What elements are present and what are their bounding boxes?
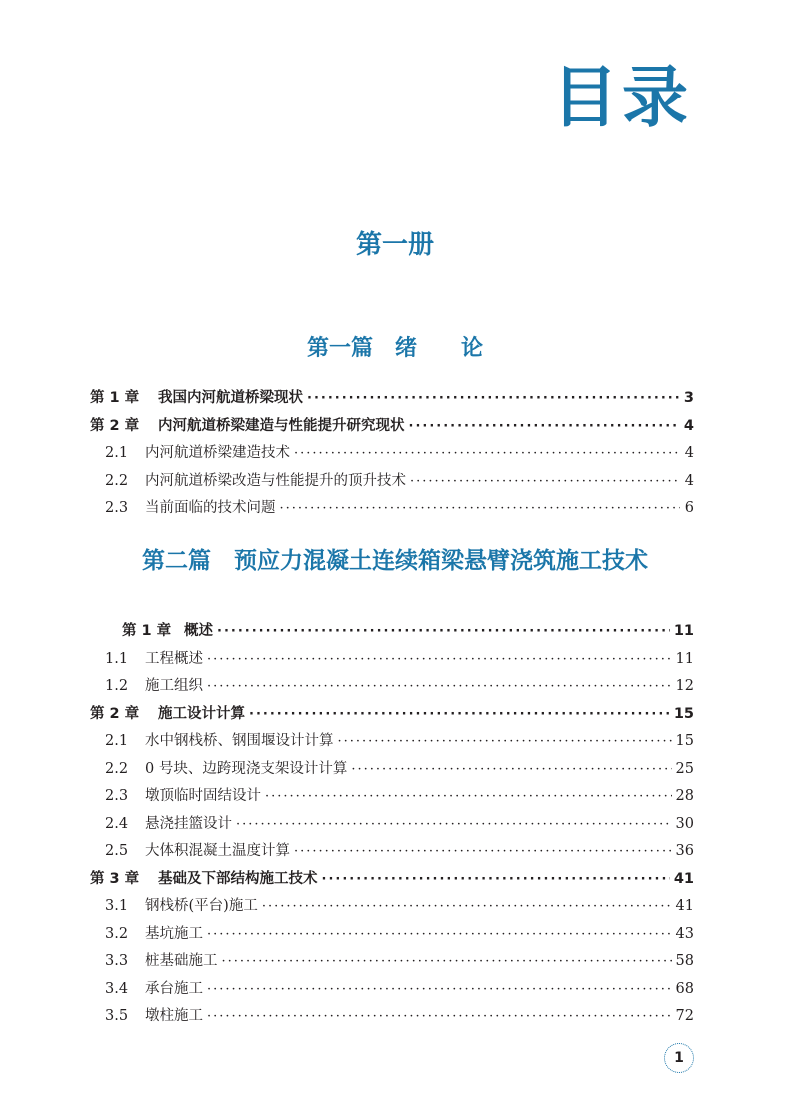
- toc-entry[interactable]: [105, 757, 694, 779]
- toc-leader-dots: [307, 391, 680, 406]
- toc-entry[interactable]: [105, 1004, 694, 1026]
- toc-entry-page: 11: [673, 623, 694, 639]
- toc-entry-title: 施工组织: [145, 678, 203, 694]
- page-title: 目录: [552, 59, 692, 136]
- toc-entry-page: 58: [675, 953, 694, 969]
- page-number: 1: [664, 1043, 694, 1073]
- toc-entry[interactable]: [105, 977, 694, 999]
- toc-entry-title: 施工设计计算: [158, 705, 245, 722]
- toc-entry-number: 3.3: [105, 953, 129, 969]
- toc-entry-page: 3: [683, 390, 694, 406]
- toc-entry[interactable]: [90, 414, 694, 436]
- toc-entry-page: 25: [675, 760, 694, 777]
- toc-entry-title: 水中钢栈桥、钢围堰设计计算: [145, 733, 334, 749]
- toc-entry[interactable]: [105, 441, 694, 463]
- toc-entry[interactable]: [105, 922, 694, 944]
- part2-title: 第二篇 预应力混凝土连续箱梁悬臂浇筑施工技术: [142, 547, 648, 574]
- toc-entry-number: 第 3 章: [90, 870, 140, 887]
- toc-entry-title: 我国内河航道桥梁现状: [158, 390, 303, 406]
- toc-entry-number: 2.5: [105, 843, 129, 859]
- toc-entry[interactable]: [105, 496, 694, 518]
- toc-entry-title: 桩基础施工: [145, 953, 218, 969]
- part1-title: 第一篇 绪 论: [306, 336, 483, 361]
- toc-entry-page: 36: [675, 843, 694, 859]
- toc-leader-dots: [207, 1009, 672, 1024]
- toc-leader-dots: [294, 844, 672, 859]
- toc-entry-number: 3.4: [105, 980, 129, 997]
- toc-entry[interactable]: [105, 729, 694, 751]
- toc-entry-page: 43: [675, 925, 694, 942]
- toc-entry-number: 2.3: [105, 500, 129, 516]
- toc-entry[interactable]: [105, 647, 694, 669]
- toc-entry-page: 15: [675, 733, 694, 749]
- toc-entry-title: 墩柱施工: [145, 1008, 203, 1024]
- toc-entry-title: 内河航道桥梁建造与性能提升研究现状: [158, 417, 405, 434]
- toc-entry-title: 基础及下部结构施工技术: [158, 870, 318, 887]
- toc-entry-page: 4: [683, 417, 694, 434]
- toc-entry-number: 2.4: [105, 815, 129, 832]
- toc-entry-title: 承台施工: [145, 980, 203, 997]
- toc-entry-number: 2.1: [105, 445, 129, 461]
- toc-leader-dots: [322, 872, 670, 887]
- toc-leader-dots: [249, 707, 670, 722]
- toc-entry-number: 3.2: [105, 925, 129, 942]
- toc-leader-dots: [262, 899, 672, 914]
- toc-entry-title: 当前面临的技术问题: [145, 500, 276, 516]
- toc-entry-page: 28: [675, 788, 694, 804]
- toc-entry[interactable]: [90, 867, 694, 889]
- toc-leader-dots: [236, 817, 672, 832]
- toc-leader-dots: [409, 419, 680, 434]
- toc-entry-title: 概述: [184, 623, 213, 639]
- toc-entry-page: 30: [675, 815, 694, 832]
- toc-leader-dots: [217, 624, 670, 639]
- toc-leader-dots: [410, 474, 680, 489]
- toc-entry-title: 内河航道桥梁改造与性能提升的顶升技术: [145, 472, 406, 489]
- toc-leader-dots: [207, 982, 672, 997]
- toc-entry[interactable]: [105, 812, 694, 834]
- toc-entry-number: 第 1 章: [90, 390, 140, 406]
- toc-entry-number: 1.1: [105, 650, 129, 667]
- toc-leader-dots: [294, 446, 680, 461]
- toc-leader-dots: [207, 679, 672, 694]
- toc-entry-number: 2.2: [105, 472, 129, 489]
- toc-entry-page: 12: [675, 678, 694, 694]
- toc-entry-number: 3.1: [105, 898, 129, 914]
- toc-entry-number: 第 1 章: [122, 623, 172, 639]
- toc-leader-dots: [338, 734, 672, 749]
- toc-entry-number: 2.2: [105, 760, 129, 777]
- toc-entry-number: 1.2: [105, 678, 129, 694]
- volume-title: 第一册: [355, 230, 434, 260]
- toc-entry-number: 第 2 章: [90, 705, 140, 722]
- toc-leader-dots: [207, 927, 672, 942]
- toc-entry-title: 悬浇挂篮设计: [145, 815, 232, 832]
- toc-leader-dots: [280, 501, 681, 516]
- toc-entry-page: 72: [675, 1008, 694, 1024]
- toc-entry[interactable]: [105, 839, 694, 861]
- toc-entry[interactable]: [90, 702, 694, 724]
- toc-entry[interactable]: [105, 469, 694, 491]
- toc-entry-title: 基坑施工: [145, 925, 203, 942]
- toc-entry-page: 15: [673, 705, 694, 722]
- toc-entry[interactable]: [105, 894, 694, 916]
- toc-entry[interactable]: [90, 386, 694, 408]
- toc-leader-dots: [351, 762, 671, 777]
- toc-entry-title: 大体积混凝土温度计算: [145, 843, 290, 859]
- toc-entry-title: 工程概述: [145, 650, 203, 667]
- toc-entry-title: 0 号块、边跨现浇支架设计计算: [145, 760, 348, 777]
- toc-entry-number: 2.3: [105, 788, 129, 804]
- toc-entry-title: 钢栈桥(平台)施工: [145, 898, 258, 914]
- toc-leader-dots: [207, 652, 672, 667]
- toc-entry[interactable]: [105, 674, 694, 696]
- toc-entry-number: 2.1: [105, 733, 129, 749]
- toc-entry-page: 68: [675, 980, 694, 997]
- toc-entry-title: 墩顶临时固结设计: [145, 788, 261, 804]
- toc-entry-page: 4: [684, 445, 694, 461]
- toc-entry-page: 4: [684, 472, 694, 489]
- toc-entry-page: 41: [673, 870, 694, 887]
- toc-entry[interactable]: [122, 619, 694, 641]
- toc-entry[interactable]: [105, 949, 694, 971]
- toc-entry-page: 6: [684, 500, 694, 516]
- toc-entry-number: 3.5: [105, 1008, 129, 1024]
- toc-entry-page: 41: [675, 898, 694, 914]
- toc-entry-number: 第 2 章: [90, 417, 140, 434]
- toc-entry-page: 11: [675, 650, 694, 667]
- toc-leader-dots: [222, 954, 672, 969]
- toc-entry-title: 内河航道桥梁建造技术: [145, 445, 290, 461]
- toc-entry[interactable]: [105, 784, 694, 806]
- toc-leader-dots: [265, 789, 672, 804]
